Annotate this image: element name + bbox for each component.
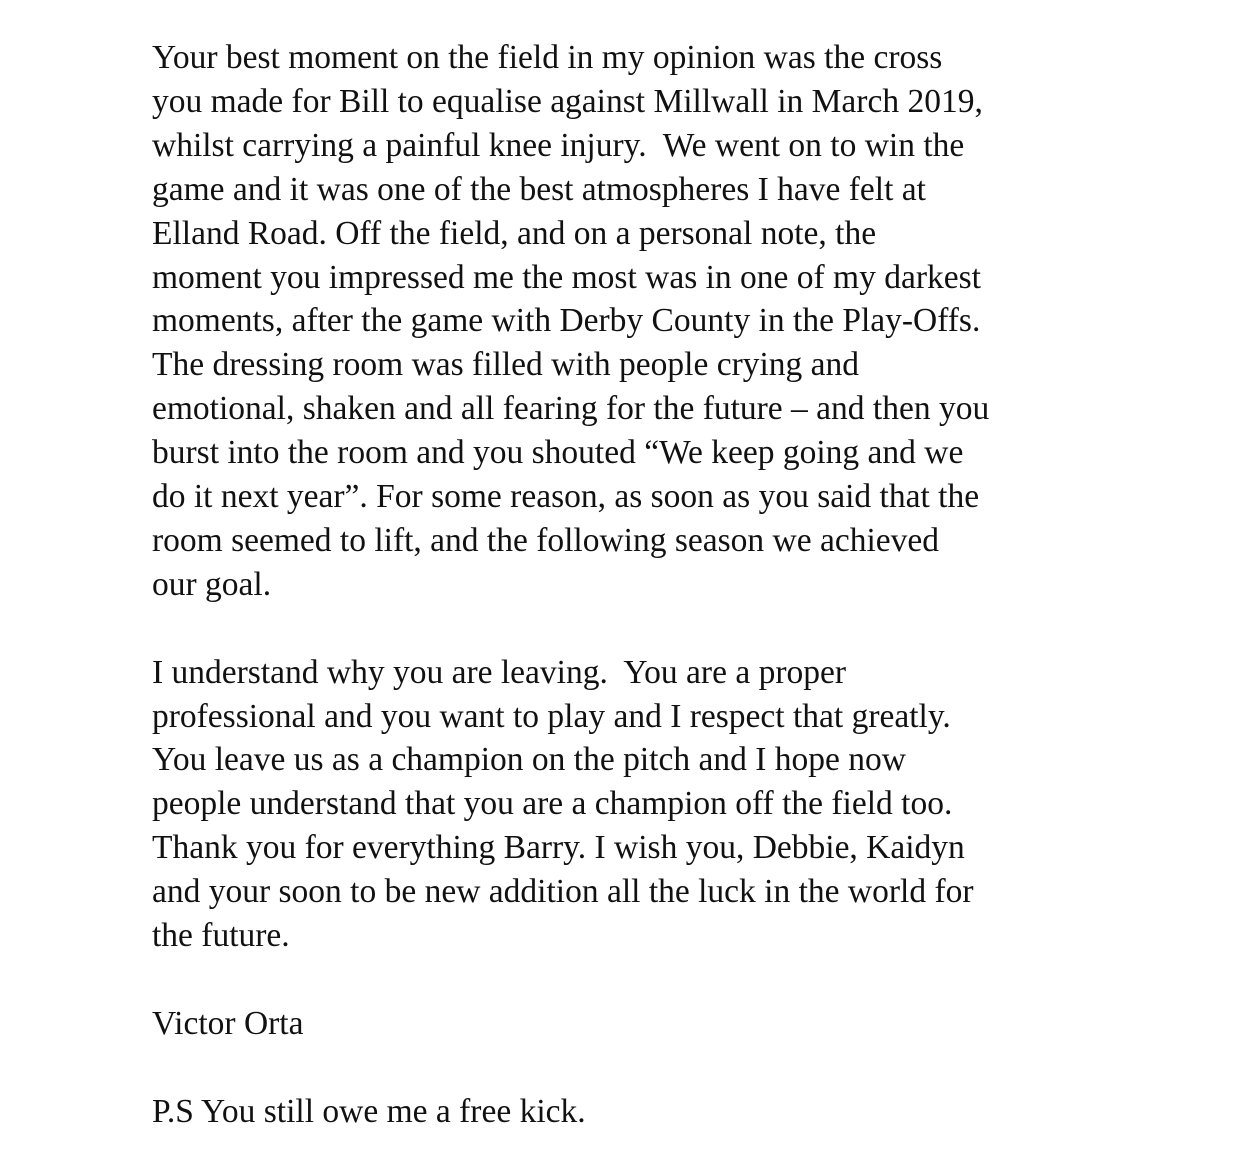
text-line: Your best moment on the field in my opinion was the cross bbox=[152, 39, 943, 76]
text-line: emotional, shaken and all fearing for the future – and then you bbox=[152, 390, 990, 428]
text-line: moments, after the game with Derby County in the Play-Offs. bbox=[152, 302, 981, 340]
paragraph-spacer bbox=[152, 958, 1212, 1002]
text-line: moment you impressed me the most was in one of my darkest bbox=[152, 258, 981, 296]
text-line: our goal. bbox=[152, 565, 272, 603]
postscript bbox=[152, 1090, 1212, 1134]
text-line: room seemed to lift, and the following season we achieved bbox=[152, 521, 940, 559]
paragraph-spacer bbox=[152, 1046, 1212, 1090]
text-line: The dressing room was filled with people crying and bbox=[152, 346, 860, 384]
text-line: the future. bbox=[152, 917, 290, 955]
text-line: game and it was one of the best atmospheres I have felt at bbox=[152, 170, 926, 208]
signature-name: Victor Orta bbox=[152, 1004, 304, 1042]
text-line: Thank you for everything Barry. I wish you, Debbie, Kaidyn bbox=[152, 829, 965, 867]
paragraph-1 bbox=[152, 36, 1212, 607]
text-line: professional and you want to play and I respect that greatly. bbox=[152, 697, 951, 735]
text-line: Elland Road. Off the field, and on a personal note, the bbox=[152, 214, 877, 252]
text-line: people understand that you are a champion off the field too. bbox=[152, 785, 953, 823]
text-line: burst into the room and you shouted “We keep going and we bbox=[152, 434, 964, 472]
text-line: do it next year”. For some reason, as soon as you said that the bbox=[152, 478, 980, 516]
paragraph-2 bbox=[152, 651, 1212, 958]
text-line: You leave us as a champion on the pitch and I hope now bbox=[152, 741, 906, 779]
paragraph-spacer bbox=[152, 607, 1212, 651]
text-line: I understand why you are leaving. You are a proper bbox=[152, 653, 846, 691]
text-line: whilst carrying a painful knee injury. We went on to win the bbox=[152, 126, 965, 164]
text-line: you made for Bill to equalise against Millwall in March 2019, bbox=[152, 82, 983, 120]
postscript-text: P.S You still owe me a free kick. bbox=[152, 1092, 586, 1130]
signature bbox=[152, 1002, 1212, 1046]
letter-body bbox=[152, 36, 1212, 1134]
text-line: and your soon to be new addition all the luck in the world for bbox=[152, 873, 974, 911]
